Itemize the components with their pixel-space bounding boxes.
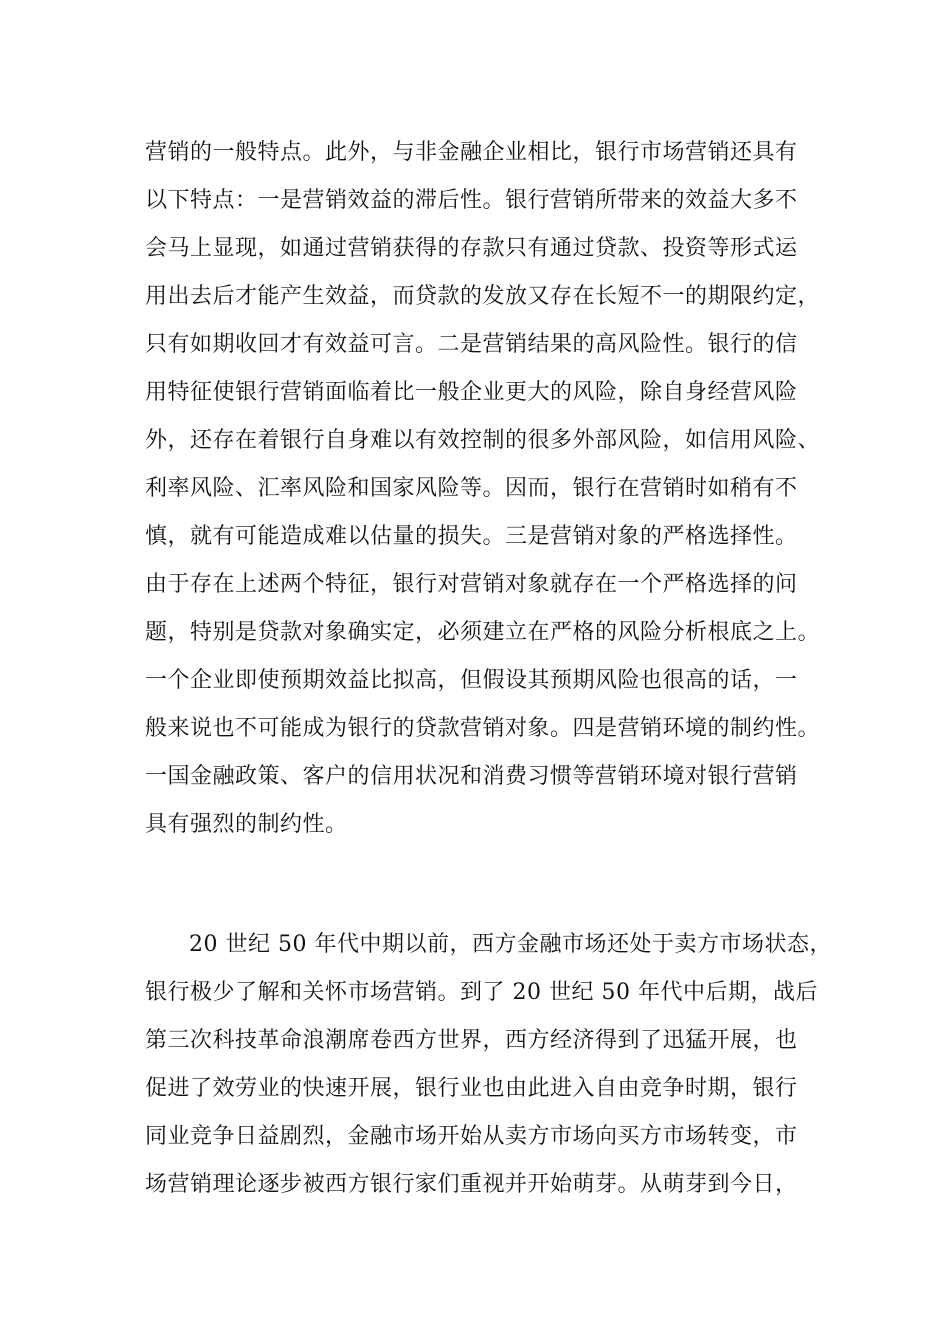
text-line: 般来说也不可能成为银行的贷款营销对象。四是营销环境的制约性。 — [145, 716, 821, 741]
text-line: 只有如期收回才有效益可言。二是营销结果的高风险性。银行的信 — [145, 332, 798, 357]
text-line: 同业竞争日益剧烈，金融市场开始从卖方市场向买方市场转变，市 — [145, 1124, 798, 1149]
text-line: 慎，就有可能造成难以估量的损失。三是营销对象的严格选择性。 — [145, 524, 798, 549]
text-line: 题，特别是贷款对象确实定，必须建立在严格的风险分析根底之上。 — [145, 620, 821, 645]
text-line: 以下特点：一是营销效益的滞后性。银行营销所带来的效益大多不 — [145, 188, 798, 213]
text-line: 用出去后才能产生效益，而贷款的发放又存在长短不一的期限约定， — [145, 284, 821, 309]
text-line: 外，还存在着银行自身难以有效控制的很多外部风险，如信用风险、 — [145, 428, 821, 453]
text-line: 银行极少了解和关怀市场营销。到了 20 世纪 50 年代中后期，战后 — [145, 980, 818, 1005]
text-line: 第三次科技革命浪潮席卷西方世界，西方经济得到了迅猛开展，也 — [145, 1028, 798, 1053]
text-line: 促进了效劳业的快速开展，银行业也由此进入自由竞争时期，银行 — [145, 1076, 798, 1101]
text-line: 利率风险、汇率风险和国家风险等。因而，银行在营销时如稍有不 — [145, 476, 798, 501]
text-line: 场营销理论逐步被西方银行家们重视并开始萌芽。从萌芽到今日， — [145, 1172, 798, 1197]
text-line: 一个企业即使预期效益比拟高，但假设其预期风险也很高的话，一 — [145, 668, 798, 693]
text-line: 营销的一般特点。此外，与非金融企业相比，银行市场营销还具有 — [145, 140, 798, 165]
text-line: 用特征使银行营销面临着比一般企业更大的风险，除自身经营风险 — [145, 380, 798, 405]
text-line: 一国金融政策、客户的信用状况和消费习惯等营销环境对银行营销 — [145, 764, 798, 789]
text-line: 20 世纪 50 年代中期以前，西方金融市场还处于卖方市场状态， — [189, 932, 832, 957]
text-line: 具有强烈的制约性。 — [145, 812, 348, 837]
text-line: 会马上显现，如通过营销获得的存款只有通过贷款、投资等形式运 — [145, 236, 798, 261]
text-line: 由于存在上述两个特征，银行对营销对象就存在一个严格选择的问 — [145, 572, 798, 597]
